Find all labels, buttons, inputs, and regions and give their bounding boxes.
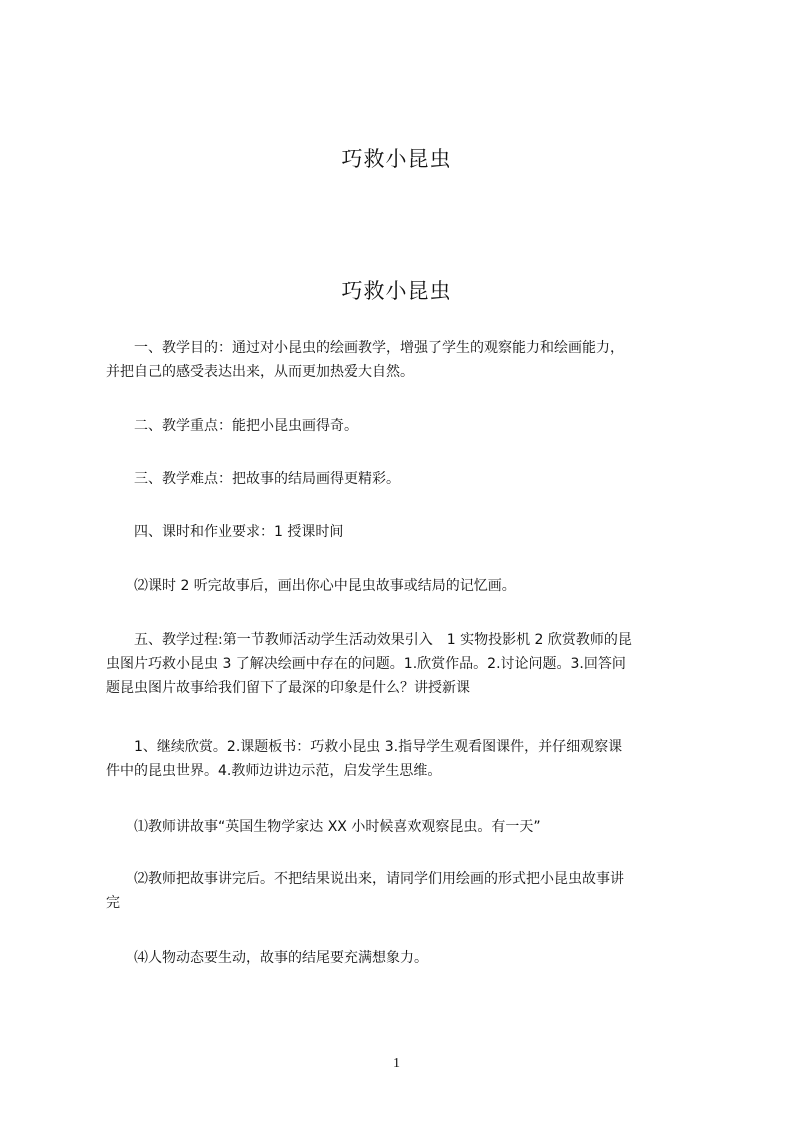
page-number: 1: [393, 1056, 400, 1071]
paragraph-line: 五、教学过程:第一节教师活动学生活动效果引入 1 实物投影机 2 欣赏教师的昆: [106, 632, 632, 648]
paragraph-line: 并把自己的感受表达出来，从而更加热爱大自然。: [106, 364, 414, 380]
paragraph-schedule: [106, 520, 700, 544]
paragraph-line: 完: [106, 895, 120, 911]
paragraph-line: 件中的昆虫世界。4.教师边讲边示范，启发学生思维。: [106, 763, 442, 779]
document-title: 巧救小昆虫: [341, 279, 452, 303]
paragraph-line: 三、教学难点：把故事的结局画得更精彩。: [106, 471, 400, 487]
paragraph-key-point: [106, 414, 700, 438]
page-header-title: 巧救小昆虫: [341, 147, 452, 171]
paragraph-line: 题昆虫图片故事给我们留下了最深的印象是什么？讲授新课: [106, 680, 470, 696]
paragraph-process: [106, 628, 700, 700]
paragraph-imagination: [106, 946, 700, 970]
paragraph-line: ⑵教师把故事讲完后。不把结果说出来，请同学们用绘画的形式把小昆虫故事讲: [106, 871, 624, 887]
paragraph-line: ⑴教师讲故事“英国生物学家达 XX 小时候喜欢观察昆虫。有一天”: [106, 819, 541, 835]
paragraph-difficulty: [106, 467, 700, 491]
paragraph-line: 四、课时和作业要求：1 授课时间: [106, 524, 344, 540]
paragraph-objective: [106, 336, 700, 384]
paragraph-line: 一、教学目的：通过对小昆虫的绘画教学，增强了学生的观察能力和绘画能力，: [106, 340, 624, 356]
paragraph-continue: [106, 735, 700, 783]
paragraph-line: 二、教学重点：能把小昆虫画得奇。: [106, 418, 358, 434]
paragraph-line: ⑵课时 2 听完故事后，画出你心中昆虫故事或结局的记忆画。: [106, 578, 516, 594]
paragraph-line: ⑷人物动态要生动，故事的结尾要充满想象力。: [106, 950, 428, 966]
paragraph-line: 1、继续欣赏。2.课题板书：巧救小昆虫 3.指导学生观看图课件，并仔细观察课: [106, 739, 623, 755]
paragraph-line: 虫图片巧救小昆虫 3 了解决绘画中存在的问题。1.欣赏作品。2.讨论问题。3.回答问: [106, 656, 626, 672]
paragraph-story: [106, 815, 700, 839]
paragraph-homework: [106, 574, 700, 598]
paragraph-story-finish: [106, 867, 700, 915]
